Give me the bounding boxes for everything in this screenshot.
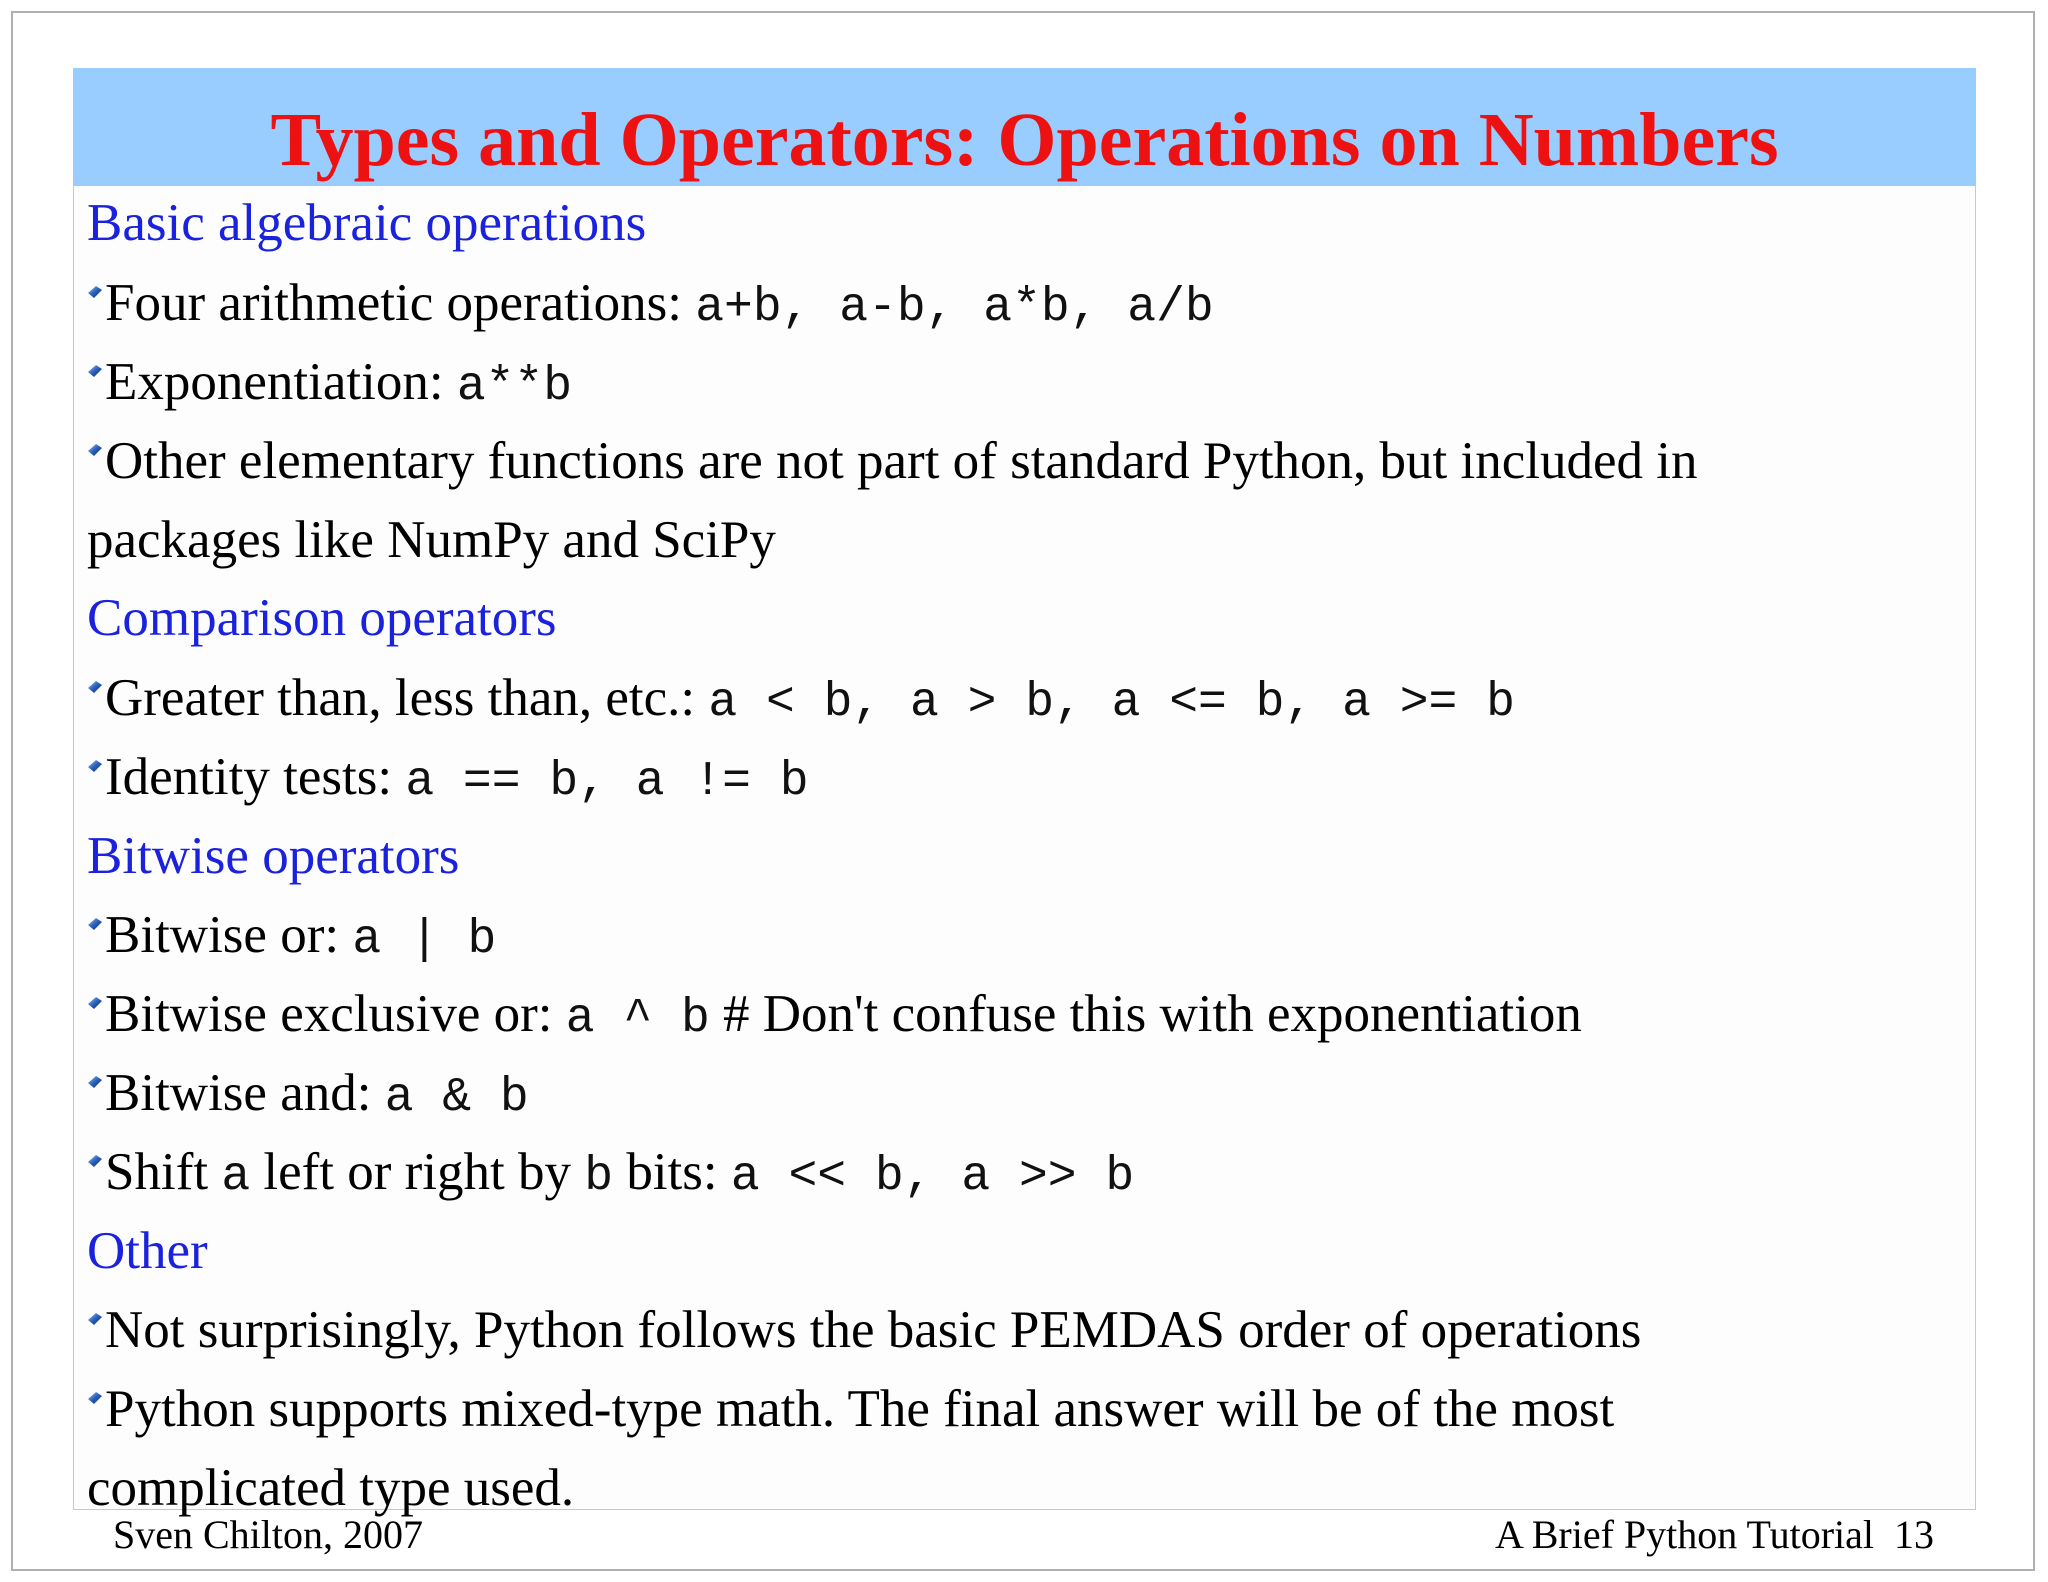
footer-course: A Brief Python Tutorial [1495, 1512, 1874, 1557]
bullet-identity-tests [87, 738, 809, 822]
footer-author: Sven Chilton, 2007 [113, 1512, 424, 1557]
code-snippet: a == b, a != b [405, 755, 809, 809]
bullet-shift [87, 1133, 1134, 1217]
blue-gem-bullet-icon [87, 758, 103, 774]
bullet-arithmetic [87, 264, 1214, 348]
bullet-greater-less [87, 659, 1515, 743]
bullet-text: Identity tests: [105, 748, 406, 806]
section-heading-comparison: Comparison operators [87, 589, 557, 647]
bullet-pemdas [87, 1291, 1641, 1370]
bullet-text: left or right by [250, 1143, 585, 1201]
blue-gem-bullet-icon [87, 1311, 103, 1327]
bullet-text: Shift [105, 1143, 222, 1201]
bullet-elementary-functions [87, 422, 1698, 501]
bullet-text: Not surprisingly, Python follows the basic PEMDAS order of operations [105, 1301, 1642, 1359]
code-snippet: a & b [384, 1071, 529, 1125]
bullet-mixed-type [87, 1370, 1614, 1449]
code-snippet: b [584, 1150, 614, 1204]
bullet-text: Python supports mixed-type math. The final answer will be of the most [105, 1380, 1615, 1438]
blue-gem-bullet-icon [87, 1390, 103, 1406]
bullet-text: Four arithmetic operations: [105, 274, 696, 332]
bullet-bitwise-xor [87, 975, 1582, 1059]
code-snippet: a**b [456, 360, 573, 414]
bullet-text: Exponentiation: [105, 353, 457, 411]
section-heading-bitwise: Bitwise operators [87, 827, 460, 885]
blue-gem-bullet-icon [87, 995, 103, 1011]
bullet-text: Bitwise and: [105, 1064, 385, 1122]
blue-gem-bullet-icon [87, 916, 103, 932]
code-snippet: a ^ b [565, 992, 710, 1046]
code-snippet: a < b, a > b, a <= b, a >= b [708, 676, 1515, 730]
bullet-text: Other elementary functions are not part of standard Python, but included in [105, 432, 1698, 490]
bullet-text: Bitwise or: [105, 906, 353, 964]
blue-gem-bullet-icon [87, 284, 103, 300]
blue-gem-bullet-icon [87, 442, 103, 458]
code-snippet: a+b, a-b, a*b, a/b [695, 281, 1214, 335]
bullet-elementary-functions-cont: packages like NumPy and SciPy [87, 511, 776, 569]
bullet-exponentiation [87, 343, 572, 427]
page-number: 13 [1894, 1512, 1934, 1557]
bullet-bitwise-and [87, 1054, 529, 1138]
section-heading-basic: Basic algebraic operations [87, 194, 647, 252]
bullet-text: Bitwise exclusive or: [105, 985, 566, 1043]
comment-text: # Don't confuse this with exponentiation [709, 985, 1582, 1043]
bullet-text: bits: [613, 1143, 731, 1201]
bullet-text: Greater than, less than, etc.: [105, 669, 709, 727]
bullet-mixed-type-cont: complicated type used. [87, 1459, 575, 1517]
code-snippet: a << b, a >> b [730, 1150, 1135, 1204]
blue-gem-bullet-icon [87, 363, 103, 379]
blue-gem-bullet-icon [87, 679, 103, 695]
code-snippet: a [221, 1150, 251, 1204]
slide-title: Types and Operators: Operations on Numbers [270, 98, 1779, 182]
section-heading-other: Other [87, 1222, 208, 1280]
bullet-bitwise-or [87, 896, 496, 980]
code-snippet: a | b [352, 913, 497, 967]
blue-gem-bullet-icon [87, 1074, 103, 1090]
footer-course-page [1495, 1505, 1934, 1565]
blue-gem-bullet-icon [87, 1153, 103, 1169]
